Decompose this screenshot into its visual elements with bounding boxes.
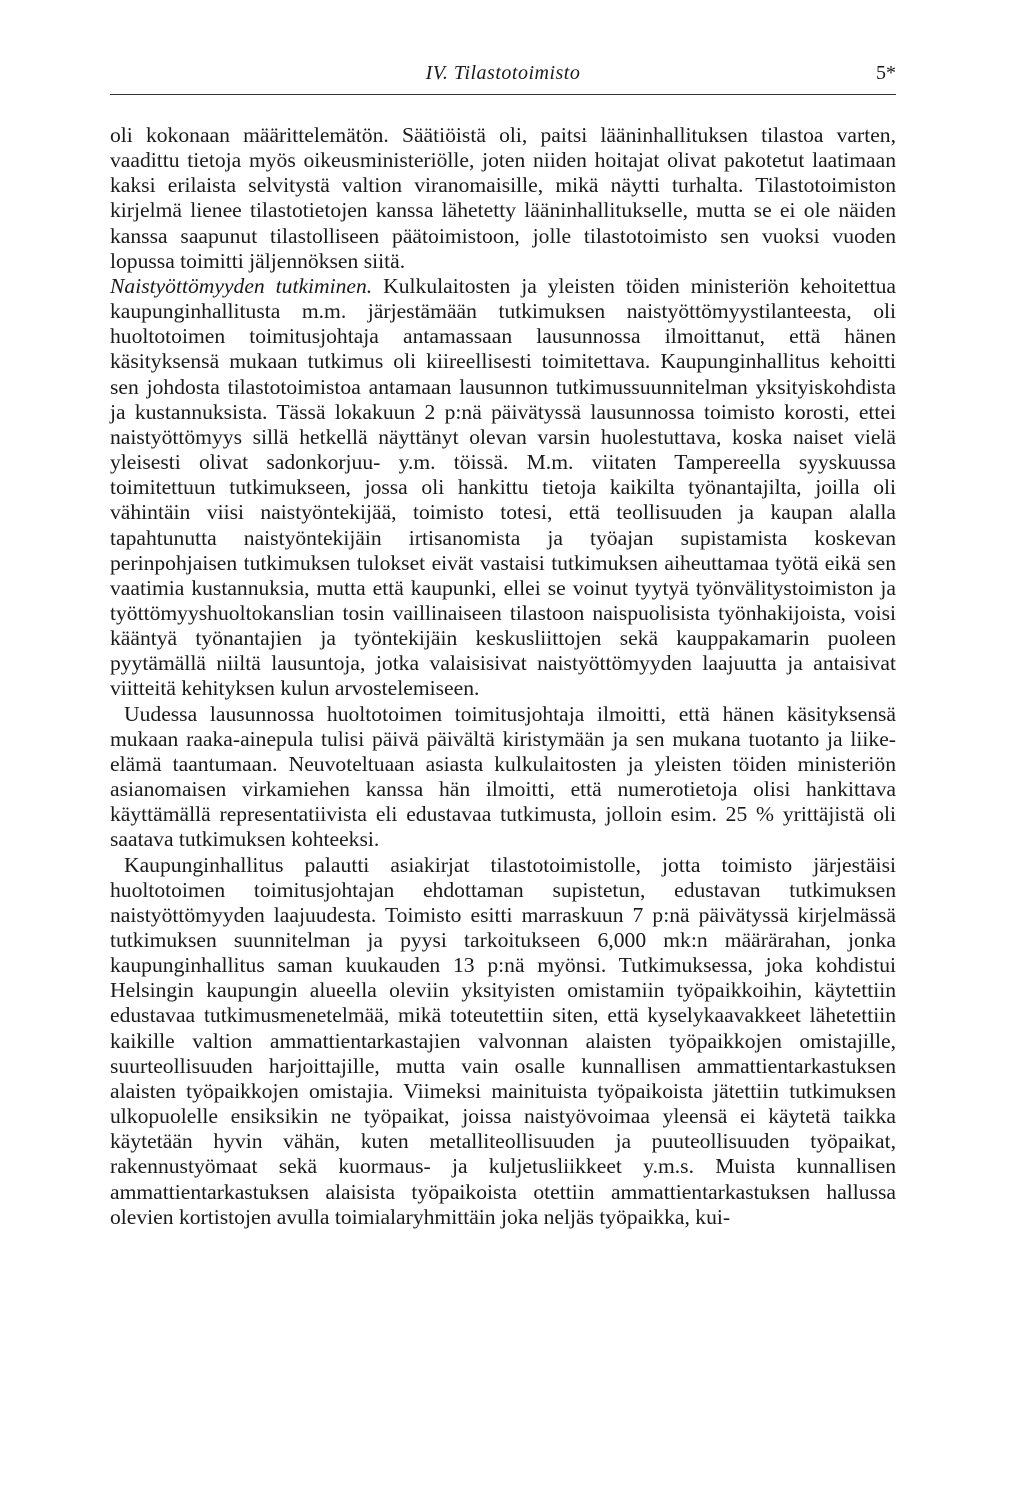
paragraph-text: Kulkulaitosten ja yleisten töiden ministeriön kehoitettua kaupunginhallitusta m.m. järjestämään tutkimuksen naistyöttömyystilanteesta, oli huoltotoimen toimitusjohtaja antamassaan lausunnossa ilmoittanut, että hänen käsityksensä mukaan tutkimus oli kiireellisesti toimitettava. Kaupunginhallitus kehoitti sen johdosta tilastotoimistoa antamaan lausunnon tutkimussuunnitelman yksityiskohdista ja kustannuksista. Tässä lokakuun 2 p:nä päivätyssä lausunnossa toimisto korosti, ettei naistyöttömyys sillä hetkellä näyttänyt olevan varsin huolestuttava, koska naiset vielä yleisesti olivat sadonkorjuu- y.m. töissä. M.m. viitaten Tampereella syyskuussa toimitettuun tutkimukseen, jossa oli hankittu tietoja kaikilta työnantajilta, joilla oli vähintäin viisi naistyöntekijää, toimisto totesi, että teollisuuden ja kaupan alalla tapahtunutta naistyöntekijäin irtisanomista ja työajan supistamista koskevan perinpohjaisen tutkimuksen tulokset eivät vastaisi tutkimuksen aiheuttamaa työtä eikä sen vaatimia kustannuksia, mutta että kaupunki, ellei se voinut tyytyä työnvälitystoimiston ja työttömyyshuoltokanslian tosin vaillinaiseen tilastoon naispuolisista työnhakijoista, voisi kääntyä työnantajien ja työntekijäin keskusliittojen sekä kauppakamarin puoleen pyytämällä niiltä lausuntoja, jotka valaisisivat naistyöttömyyden laajuutta ja antaisivat viitteitä kehityksen kulun arvostelemiseen. [110,273,897,701]
paragraph [110,123,896,274]
running-header [110,58,896,95]
chapter-heading: IV. Tilastotoimisto [425,62,581,84]
paragraph-text: Uudessa lausunnossa huoltotoimen toimitusjohtaja ilmoitti, että hänen käsityksensä mukaan raaka-ainepula tulisi päivä päivältä kiristymään ja sen mukana tuotanto ja liike-elämä taantumaan. Neuvoteltuaan asiasta kulkulaitosten ja yleisten töiden ministeriön asianomaisen virkamiehen kanssa hän ilmoitti, että numerotietoja olisi hankittava käyttämällä representatiivista eli edustavaa tutkimusta, jolloin esim. 25 % yrittäjistä oli saatava tutkimuksen kohteeksi. [110,701,896,852]
document-page [110,58,896,1230]
section-run-in-heading: Naistyöttömyyden tutkiminen. [110,273,373,298]
body-text [110,123,896,1230]
paragraph-text: Kaupunginhallitus palautti asiakirjat tilastotoimistolle, jotta toimisto järjestäisi huoltotoimen toimitusjohtajan ehdottaman supistetun, edustavan tutkimuksen naistyöttömyyden laajuudesta. Toimisto esitti marraskuun 7 p:nä päivätyssä kirjelmässä tutkimuksen suunnitelman ja pyysi tarkoitukseen 6,000 mk:n määrärahan, jonka kaupunginhallitus saman kuukauden 13 p:nä myönsi. Tutkimuksessa, joka kohdistui Helsingin kaupungin alueella oleviin yksityisten omistamiin työpaikkoihin, käytettiin edustavaa tutkimusmenetelmää, mikä toteutettiin siten, että kyselykaavakkeet lähetettiin kaikille valtion ammattientarkastajien valvonnan alaisten työpaikkojen omistajille, suurteollisuuden harjoittajille, mutta vain osalle kunnallisen ammattientarkastuksen alaisten työpaikkojen omistajia. Viimeksi mainituista työpaikoista jätettiin tutkimuksen ulkopuolelle ensiksikin ne työpaikat, joissa naistyövoimaa yleensä ei käytetä taikka käytetään hyvin vähän, kuten metalliteollisuuden ja puuteollisuuden työpaikat, rakennustyömaat sekä kuormaus- ja kuljetusliikkeet y.m.s. Muista kunnallisen ammattientarkastuksen alaisista työpaikoista otettiin ammattientarkastuksen hallussa olevien kortistojen avulla toimialaryhmittäin joka neljäs työpaikka, kui- [110,852,896,1229]
paragraph [110,853,896,1230]
paragraph [110,702,896,853]
page-number: 5* [876,62,896,84]
paragraph-text: oli kokonaan määrittelemätön. Säätiöistä oli, paitsi lääninhallituksen tilastoa varten, vaadittu tietoja myös oikeusministeriölle, joten niiden hoitajat olivat pakotetut laatimaan kaksi erilaista selvitystä valtion viranomaisille, mikä näytti turhalta. Tilastotoimiston kirjelmä lienee tilastotietojen kanssa lähetetty lääninhallitukselle, mutta se ei ole näiden kanssa saapunut tilastolliseen päätoimistoon, jolle tilastotoimisto sen vuoksi vuoden lopussa toimitti jäljennöksen siitä. [110,123,896,273]
paragraph [110,274,896,702]
